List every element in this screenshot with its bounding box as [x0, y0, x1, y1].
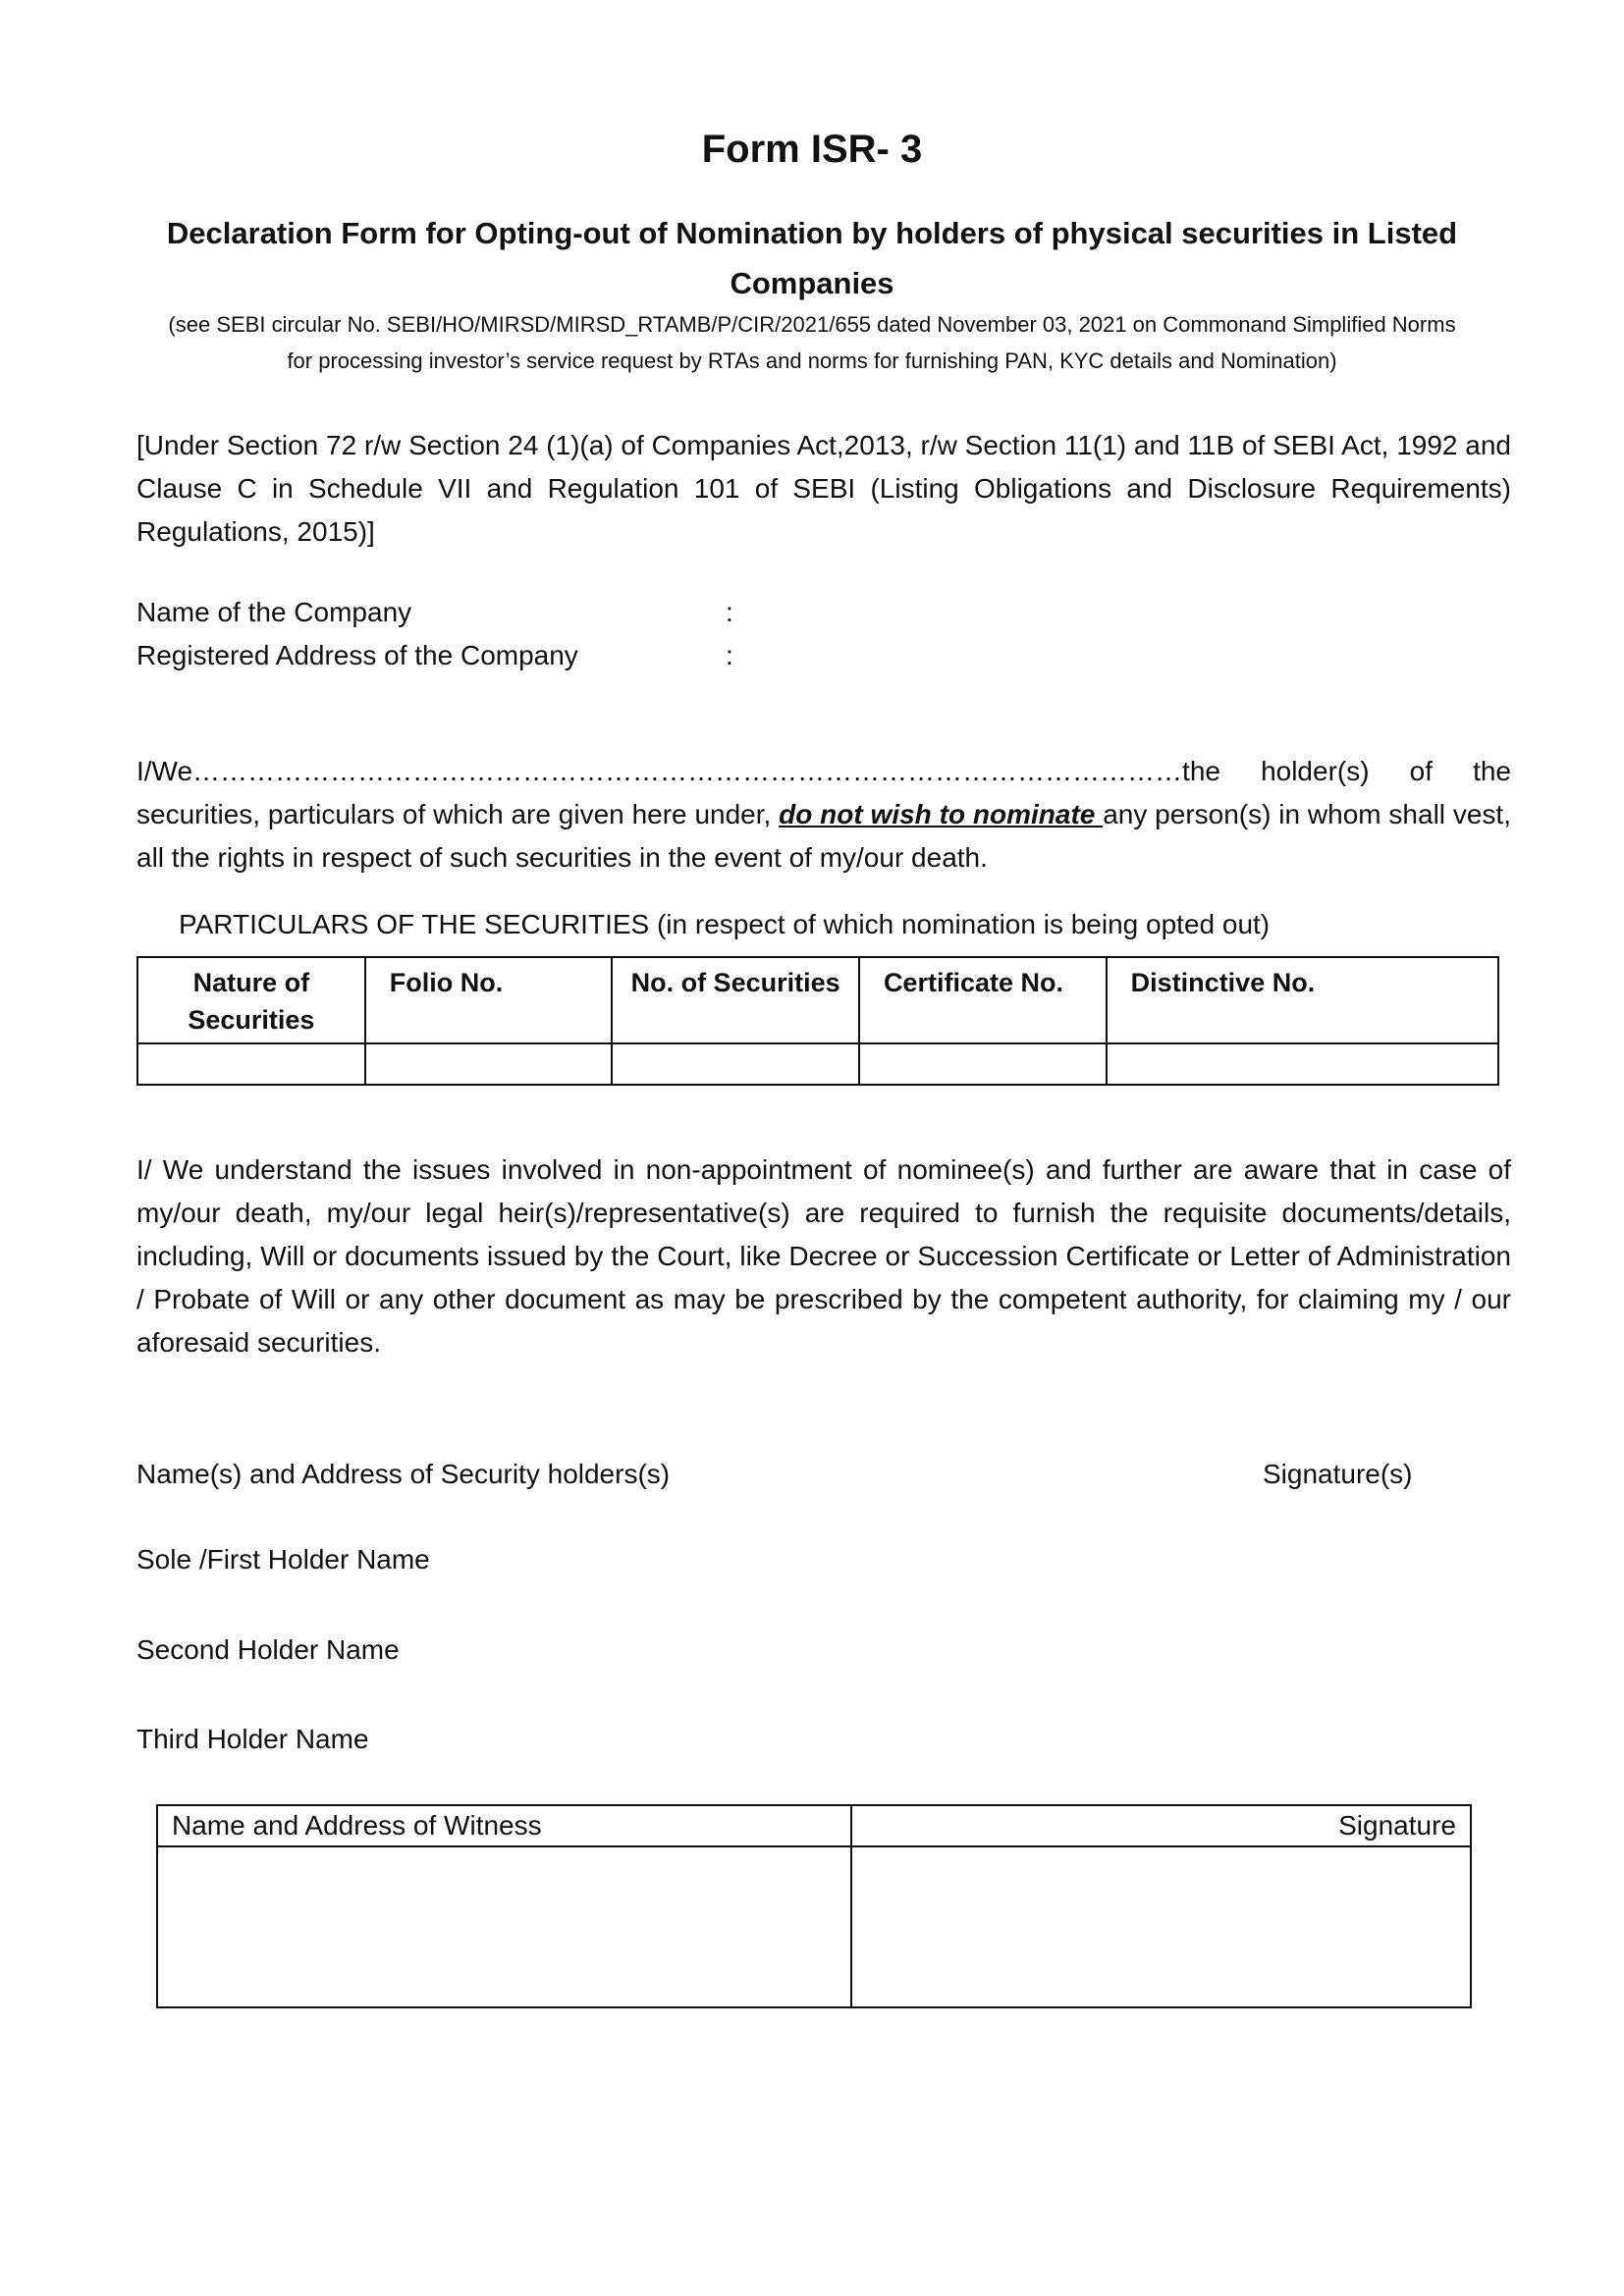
declaration-prefix: I/We………………………………………………………………………………………………the holder(s) of the securities, particulars of which are given here under,: [136, 756, 1511, 829]
witness-signature-header: Signature: [851, 1805, 1471, 1846]
company-address-label: Registered Address of the Company: [136, 640, 578, 670]
first-holder-label: Sole /First Holder Name: [136, 1544, 430, 1575]
witness-header-row: [157, 1805, 1471, 1846]
col-nature-of-securities: Nature of Securities: [137, 957, 365, 1043]
securities-header-row: [137, 957, 1498, 1043]
witness-entry-row: [157, 1846, 1471, 2007]
sebi-circular-reference: (see SEBI circular No. SEBI/HO/MIRSD/MIRSD_RTAMB/P/CIR/2021/655 dated November 03, 2021 on Commonand Simplified Norms for processing investor’s service request by RTAs and norms for furnishing PAN, KYC details and Nomination): [168, 312, 1456, 373]
company-name-label: Name of the Company: [136, 597, 412, 627]
col-certificate-no: Certificate No.: [859, 957, 1107, 1043]
company-name-colon: :: [726, 597, 733, 627]
col-distinctive-no: Distinctive No.: [1107, 957, 1498, 1043]
second-holder-label: Second Holder Name: [136, 1634, 400, 1665]
understanding-statement: I/ We understand the issues involved in non-appointment of nominee(s) and further are aware that in case of my/our death, my/our legal heir(s)/representative(s) are required to furnish the requisite documents/details, including, Will or documents issued by the Court, like Decree or Succession Certificate or Letter of Administration / Probate of Will or any other document as may be prescribed by the competent authority, for claiming my / our aforesaid securities.: [136, 1154, 1511, 1358]
certificate-no-cell[interactable]: [859, 1043, 1107, 1085]
company-address-colon: :: [726, 640, 733, 670]
nature-of-securities-cell[interactable]: [137, 1043, 365, 1085]
table-row: [137, 1043, 1498, 1085]
particulars-title: PARTICULARS OF THE SECURITIES (in respect of which nomination is being opted out): [179, 909, 1271, 939]
company-address-field: [136, 636, 733, 675]
declaration-suffix: any person(s) in whom shall vest, all the rights in respect of such securities in the event of my/our death.: [136, 799, 1511, 873]
witness-signature-cell[interactable]: [851, 1846, 1471, 2007]
form-subtitle: Declaration Form for Opting-out of Nomination by holders of physical securities in Listed Companies: [166, 216, 1458, 300]
third-holder-label: Third Holder Name: [136, 1724, 369, 1754]
distinctive-no-cell[interactable]: [1107, 1043, 1498, 1085]
col-folio-no: Folio No.: [365, 957, 613, 1043]
col-no-of-securities: No. of Securities: [612, 957, 859, 1043]
legal-reference: [Under Section 72 r/w Section 24 (1)(a) of Companies Act,2013, r/w Section 11(1) and 11B of SEBI Act, 1992 and Clause C in Schedule VII and Regulation 101 of SEBI (Listing Obligations and Disclosure Requirements) Regulations, 2015)]: [136, 430, 1511, 547]
company-name-field: [136, 593, 733, 632]
witness-name-address-cell[interactable]: [157, 1846, 851, 2007]
no-of-securities-cell[interactable]: [612, 1043, 859, 1085]
witness-name-header: Name and Address of Witness: [157, 1805, 851, 1846]
form-title: Form ISR- 3: [701, 128, 923, 171]
signatures-header: Signature(s): [1263, 1459, 1413, 1489]
opt-out-declaration: [136, 750, 1511, 880]
securities-table: [136, 956, 1499, 1086]
folio-no-cell[interactable]: [365, 1043, 613, 1085]
witness-table: [156, 1804, 1472, 2008]
holders-header: Name(s) and Address of Security holders(s): [136, 1459, 671, 1489]
declaration-emphasis: do not wish to nominate: [779, 799, 1104, 829]
